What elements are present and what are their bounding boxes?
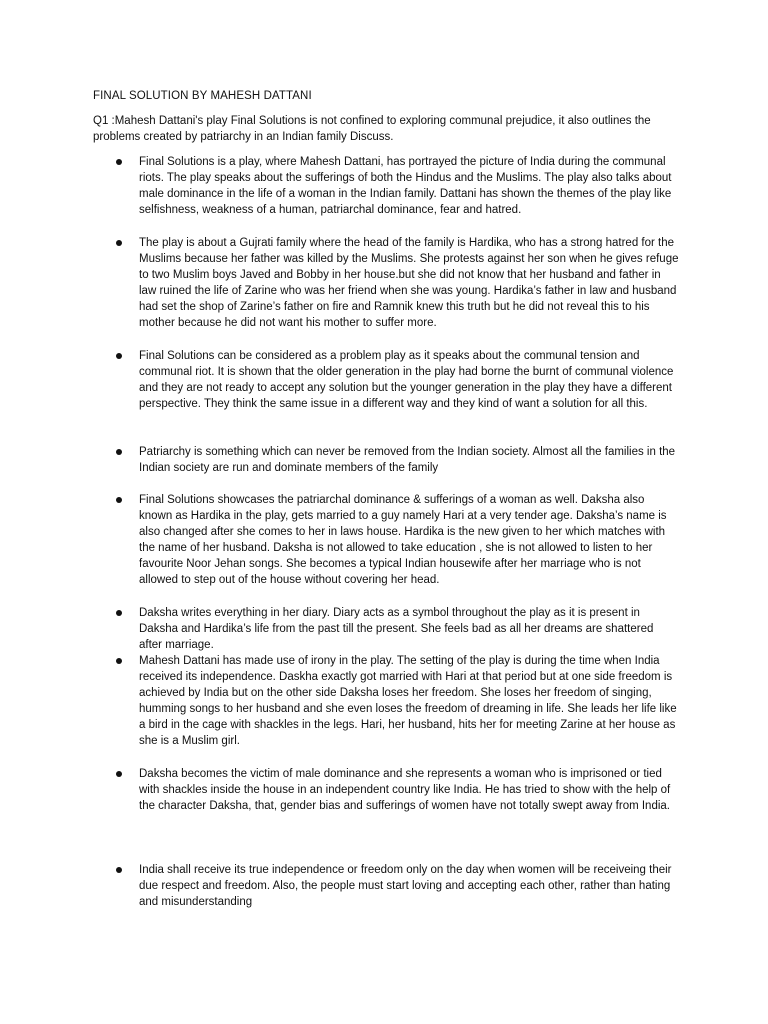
bullet-icon [116, 449, 122, 455]
point-8: Daksha becomes the victim of male dominance and she represents a woman who is imprisoned or tied with shackles inside the house in an independent country like India. He has tried to show with the help of the character Daksha, that, gender bias and sufferings of women have not totally swept away from India. [139, 768, 671, 812]
bullet-icon [116, 353, 122, 359]
document-title: FINAL SOLUTION BY MAHESH DATTANI [93, 90, 312, 102]
point-3: Final Solutions can be considered as a problem play as it speaks about the communal tension and communal riot. It is shown that the older generation in the play had borne the burnt of communal violence and they are not ready to accept any solution but the younger generation in the play they have a different perspective. They think the same issue in a different way and they kind of want a solution for all this. [139, 350, 674, 410]
bullet-icon [116, 658, 122, 664]
point-4: Patriarchy is something which can never be removed from the Indian society. Almost all the families in the Indian society are run and dominate members of the family [139, 446, 676, 474]
point-9: India shall receive its true independence or freedom only on the day when women will be receiveing their due respect and freedom. Also, the people must start loving and accepting each other, rather than hating and misunderstanding [139, 864, 672, 908]
point-1: Final Solutions is a play, where Mahesh Dattani, has portrayed the picture of India during the communal riots. The play speaks about the sufferings of both the Hindus and the Muslims. The play also talks about male dominance in the life of a woman in the Indian family. Dattani has shown the themes of the play like selfishness, weakness of a human, patriarchal dominance, fear and hatred. [139, 156, 672, 216]
bullet-icon [116, 771, 122, 777]
bullet-icon [116, 497, 122, 503]
bullet-icon [116, 867, 122, 873]
question-text: Q1 :Mahesh Dattani's play Final Solutions is not confined to exploring communal prejudice, it also outlines the problems created by patriarchy in an Indian family Discuss. [93, 115, 651, 143]
point-2: The play is about a Gujrati family where the head of the family is Hardika, who has a strong hatred for the Muslims because her father was killed by the Muslims. She protests against her son when he gives refuge to two Muslim boys Javed and Bobby in her house.but she did not know that her husband and father in law ruined the life of Zarine who was her friend when she was young. Hardika’s father in law and husband had set the shop of Zarine’s father on fire and Ramnik knew this truth but he did not reveal this to his mother because he did not want his mother to suffer more. [139, 237, 679, 329]
bullet-icon [116, 610, 122, 616]
bullet-icon [116, 240, 122, 246]
point-5: Final Solutions showcases the patriarchal dominance & sufferings of a woman as well. Daksha also known as Hardika in the play, gets married to a guy namely Hari at a very tender age. Daksha’s name is also changed after she comes to her in laws house. Hardika is the new given to her which matches with the name of her husband. Daksha is not allowed to take education , she is not allowed to listen to her favourite Noor Jehan songs. She becomes a typical Indian housewife after her marriage who is not allowed to step out of the house without covering her head. [139, 494, 667, 586]
bullet-icon [116, 159, 122, 165]
point-6: Daksha writes everything in her diary. Diary acts as a symbol throughout the play as it is present in Daksha and Hardika’s life from the past till the present. She feels bad as all her dreams are shattered after marriage. [139, 607, 654, 651]
point-7: Mahesh Dattani has made use of irony in the play. The setting of the play is during the time when India received its independence. Daskha exactly got married with Hari at that period but at one side freedom is achieved by India but on the other side Daksha loses her freedom. She loses her freedom of singing, humming songs to her husband and she even loses the freedom of dreaming in life. She leads her life like a bird in the cage with shackles in the legs. Hari, her husband, hits her for meeting Zarine at her house as she is a Muslim girl. [139, 655, 677, 747]
